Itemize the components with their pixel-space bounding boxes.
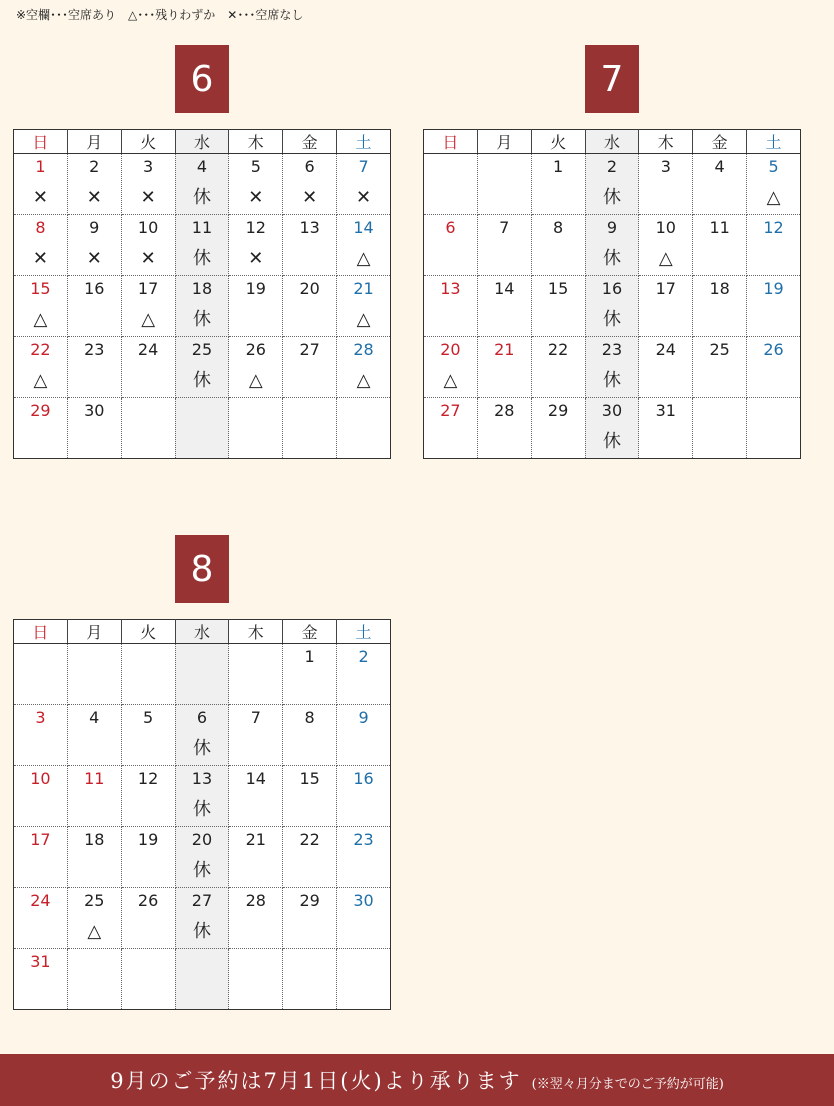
day-number: 9 xyxy=(89,218,100,237)
day-number: 8 xyxy=(553,218,564,237)
availability-legend: ※空欄･･･空席あり △･･･残りわずか ✕･･･空席なし xyxy=(16,8,304,22)
day-number: 11 xyxy=(191,218,213,237)
calendar-day-cell xyxy=(693,276,747,337)
availability-mark: ✕ xyxy=(140,248,156,269)
calendar-day-cell xyxy=(639,215,693,276)
calendar-week-row xyxy=(14,398,391,459)
day-number: 7 xyxy=(499,218,510,237)
calendar-day-cell xyxy=(175,398,229,459)
calendar-august xyxy=(13,535,391,1010)
calendar-day-cell xyxy=(337,154,391,215)
day-number: 20 xyxy=(191,830,213,849)
calendar-day-cell xyxy=(14,337,68,398)
calendar-july xyxy=(423,45,801,459)
calendar-day-cell xyxy=(585,398,639,459)
calendar-day-cell xyxy=(229,154,283,215)
calendar-day-cell xyxy=(283,337,337,398)
month-label-badge: 7 xyxy=(585,45,639,113)
day-number: 20 xyxy=(299,279,320,298)
calendar-day-cell xyxy=(67,888,121,949)
availability-mark: 休 xyxy=(192,921,211,942)
day-number: 5 xyxy=(768,157,779,176)
availability-mark: 休 xyxy=(602,370,621,391)
day-number: 7 xyxy=(358,157,369,176)
availability-mark: 休 xyxy=(192,187,211,208)
calendar-day-cell xyxy=(67,644,121,705)
day-number: 6 xyxy=(304,157,315,176)
calendar-day-cell xyxy=(283,827,337,888)
calendar-day-cell xyxy=(337,276,391,337)
calendar-day-cell xyxy=(14,215,68,276)
calendar-day-cell xyxy=(67,276,121,337)
calendar-day-cell xyxy=(424,398,478,459)
day-number: 10 xyxy=(655,218,676,237)
calendar-day-cell xyxy=(585,337,639,398)
day-number: 30 xyxy=(601,401,623,420)
day-number: 16 xyxy=(353,769,374,788)
day-number: 18 xyxy=(84,830,105,849)
day-number: 4 xyxy=(196,157,208,176)
day-number: 2 xyxy=(606,157,618,176)
availability-mark: △ xyxy=(356,248,371,269)
calendar-day-cell xyxy=(67,398,121,459)
availability-mark: ✕ xyxy=(248,248,264,269)
availability-mark: 休 xyxy=(192,309,211,330)
calendar-day-cell xyxy=(747,154,801,215)
day-number: 3 xyxy=(35,708,46,727)
calendar-day-cell xyxy=(121,398,175,459)
weekday-header: 火 xyxy=(121,620,175,644)
calendar-week-row xyxy=(14,766,391,827)
day-number: 6 xyxy=(196,708,208,727)
calendar-day-cell xyxy=(121,215,175,276)
day-number: 23 xyxy=(601,340,623,359)
weekday-header: 木 xyxy=(229,130,283,154)
calendar-day-cell xyxy=(14,766,68,827)
day-number: 19 xyxy=(763,279,784,298)
calendar-day-cell xyxy=(693,337,747,398)
day-number: 10 xyxy=(30,769,51,788)
day-number: 12 xyxy=(245,218,266,237)
weekday-header: 日 xyxy=(14,620,68,644)
day-number: 19 xyxy=(137,830,159,849)
availability-mark: 休 xyxy=(602,187,621,208)
availability-mark: 休 xyxy=(192,738,211,759)
day-number: 26 xyxy=(763,340,784,359)
calendar-day-cell xyxy=(747,337,801,398)
calendar-day-cell xyxy=(67,949,121,1010)
calendar-week-row xyxy=(14,949,391,1010)
calendar-day-cell xyxy=(14,705,68,766)
calendar-day-cell xyxy=(175,276,229,337)
calendar-day-cell xyxy=(121,337,175,398)
calendar-day-cell xyxy=(14,827,68,888)
calendar-day-cell xyxy=(477,276,531,337)
calendar-week-row xyxy=(424,215,801,276)
day-number: 24 xyxy=(655,340,676,359)
day-number: 1 xyxy=(553,157,564,176)
calendar-day-cell xyxy=(229,766,283,827)
day-number: 15 xyxy=(299,769,320,788)
calendar-day-cell xyxy=(175,337,229,398)
calendar-day-cell xyxy=(747,215,801,276)
month-label-badge: 8 xyxy=(175,535,229,603)
calendar-day-cell xyxy=(121,949,175,1010)
calendar-day-cell xyxy=(229,398,283,459)
calendar-week-row xyxy=(424,398,801,459)
calendar-day-cell xyxy=(229,705,283,766)
day-number: 21 xyxy=(494,340,515,359)
calendar-day-cell xyxy=(424,337,478,398)
calendar-day-cell xyxy=(337,398,391,459)
day-number: 11 xyxy=(84,769,105,788)
calendar-day-cell xyxy=(531,337,585,398)
availability-mark: △ xyxy=(356,309,371,330)
calendar-day-cell xyxy=(283,705,337,766)
calendar-day-cell xyxy=(283,644,337,705)
day-number: 1 xyxy=(35,157,46,176)
calendar-day-cell xyxy=(283,398,337,459)
calendar-day-cell xyxy=(693,154,747,215)
availability-mark: ✕ xyxy=(32,187,48,208)
day-number: 13 xyxy=(440,279,461,298)
calendar-week-row xyxy=(424,276,801,337)
availability-mark: 休 xyxy=(192,799,211,820)
calendar-day-cell xyxy=(121,766,175,827)
day-number: 15 xyxy=(30,279,51,298)
calendar-day-cell xyxy=(67,827,121,888)
calendar-day-cell xyxy=(477,154,531,215)
calendar-day-cell xyxy=(229,827,283,888)
calendar-day-cell xyxy=(121,827,175,888)
calendar-day-cell xyxy=(67,705,121,766)
availability-mark: △ xyxy=(87,921,102,942)
weekday-header: 金 xyxy=(283,130,337,154)
availability-mark: ✕ xyxy=(32,248,48,269)
weekday-header: 木 xyxy=(229,620,283,644)
calendar-grid xyxy=(13,619,391,1010)
weekday-header: 水 xyxy=(585,130,639,154)
day-number: 3 xyxy=(660,157,671,176)
day-number: 27 xyxy=(299,340,320,359)
day-number: 16 xyxy=(601,279,623,298)
day-number: 2 xyxy=(89,157,100,176)
calendar-day-cell xyxy=(639,154,693,215)
day-number: 16 xyxy=(84,279,105,298)
calendar-day-cell xyxy=(337,705,391,766)
calendar-day-cell xyxy=(424,154,478,215)
day-number: 25 xyxy=(709,340,730,359)
calendar-day-cell xyxy=(175,154,229,215)
day-number: 27 xyxy=(440,401,461,420)
calendar-day-cell xyxy=(531,154,585,215)
availability-mark: ✕ xyxy=(302,187,318,208)
availability-mark: △ xyxy=(248,370,263,391)
month-label-badge: 6 xyxy=(175,45,229,113)
day-number: 26 xyxy=(137,891,159,910)
calendar-day-cell xyxy=(585,215,639,276)
day-number: 18 xyxy=(709,279,730,298)
weekday-header: 土 xyxy=(337,620,391,644)
calendar-day-cell xyxy=(14,154,68,215)
calendar-week-row xyxy=(14,215,391,276)
day-number: 9 xyxy=(606,218,618,237)
weekday-header: 水 xyxy=(175,620,229,644)
calendar-day-cell xyxy=(229,215,283,276)
day-number: 12 xyxy=(763,218,784,237)
day-number: 21 xyxy=(353,279,374,298)
weekday-header: 木 xyxy=(639,130,693,154)
calendar-week-row xyxy=(424,154,801,215)
calendar-day-cell xyxy=(121,888,175,949)
availability-mark: △ xyxy=(33,309,48,330)
day-number: 29 xyxy=(547,401,569,420)
calendar-day-cell xyxy=(639,398,693,459)
day-number: 28 xyxy=(353,340,374,359)
calendar-week-row xyxy=(14,888,391,949)
calendar-day-cell xyxy=(229,337,283,398)
calendar-day-cell xyxy=(424,276,478,337)
day-number: 25 xyxy=(84,891,105,910)
calendar-day-cell xyxy=(14,949,68,1010)
day-number: 18 xyxy=(191,279,213,298)
calendar-day-cell xyxy=(337,337,391,398)
availability-mark: 休 xyxy=(602,309,621,330)
day-number: 3 xyxy=(143,157,154,176)
availability-mark: △ xyxy=(33,370,48,391)
weekday-header: 火 xyxy=(531,130,585,154)
day-number: 1 xyxy=(304,647,315,666)
weekday-header: 土 xyxy=(337,130,391,154)
weekday-header: 金 xyxy=(283,620,337,644)
availability-mark: 休 xyxy=(192,370,211,391)
day-number: 24 xyxy=(30,891,51,910)
calendar-day-cell xyxy=(477,398,531,459)
calendar-day-cell xyxy=(175,644,229,705)
calendar-day-cell xyxy=(14,398,68,459)
calendar-day-cell xyxy=(283,766,337,827)
calendar-day-cell xyxy=(229,644,283,705)
day-number: 10 xyxy=(137,218,159,237)
calendar-day-cell xyxy=(175,215,229,276)
day-number: 5 xyxy=(143,708,154,727)
calendar-day-cell xyxy=(121,705,175,766)
calendar-june xyxy=(13,45,391,459)
day-number: 21 xyxy=(245,830,266,849)
calendar-day-cell xyxy=(14,644,68,705)
day-number: 4 xyxy=(89,708,100,727)
calendar-day-cell xyxy=(67,766,121,827)
day-number: 9 xyxy=(358,708,369,727)
day-number: 23 xyxy=(84,340,105,359)
calendar-day-cell xyxy=(531,276,585,337)
calendar-day-cell xyxy=(424,215,478,276)
calendar-week-row xyxy=(424,337,801,398)
calendar-day-cell xyxy=(283,215,337,276)
calendar-week-row xyxy=(14,154,391,215)
calendar-week-row xyxy=(14,705,391,766)
reservation-notice-note: (※翌々月分までのご予約が可能) xyxy=(531,1076,724,1092)
weekday-header: 日 xyxy=(14,130,68,154)
day-number: 8 xyxy=(35,218,46,237)
calendar-day-cell xyxy=(175,888,229,949)
calendar-day-cell xyxy=(747,398,801,459)
calendar-day-cell xyxy=(639,337,693,398)
day-number: 30 xyxy=(84,401,105,420)
day-number: 30 xyxy=(353,891,374,910)
reservation-notice-text: 9月のご予約は7月1日(火)より承ります xyxy=(110,1069,522,1093)
day-number: 23 xyxy=(353,830,374,849)
day-number: 13 xyxy=(191,769,213,788)
weekday-header: 土 xyxy=(747,130,801,154)
availability-mark: △ xyxy=(356,370,371,391)
calendar-day-cell xyxy=(121,644,175,705)
calendar-week-row xyxy=(14,337,391,398)
calendar-day-cell xyxy=(121,154,175,215)
availability-mark: ✕ xyxy=(248,187,264,208)
availability-mark: ✕ xyxy=(140,187,156,208)
day-number: 13 xyxy=(299,218,320,237)
day-number: 7 xyxy=(250,708,261,727)
reservation-notice-banner xyxy=(0,1054,834,1106)
calendar-day-cell xyxy=(175,949,229,1010)
weekday-header: 月 xyxy=(67,620,121,644)
availability-mark: △ xyxy=(141,309,156,330)
calendar-day-cell xyxy=(337,766,391,827)
availability-mark: △ xyxy=(658,248,673,269)
calendar-day-cell xyxy=(337,215,391,276)
calendar-day-cell xyxy=(121,276,175,337)
day-number: 31 xyxy=(30,952,51,971)
weekday-header: 月 xyxy=(477,130,531,154)
calendar-day-cell xyxy=(585,154,639,215)
day-number: 29 xyxy=(299,891,320,910)
day-number: 5 xyxy=(250,157,261,176)
availability-mark: 休 xyxy=(192,248,211,269)
availability-mark: 休 xyxy=(192,860,211,881)
calendar-day-cell xyxy=(229,888,283,949)
calendar-grid xyxy=(13,129,391,459)
calendar-day-cell xyxy=(67,154,121,215)
calendar-day-cell xyxy=(477,215,531,276)
calendar-day-cell xyxy=(693,398,747,459)
day-number: 17 xyxy=(137,279,159,298)
day-number: 22 xyxy=(299,830,320,849)
calendar-day-cell xyxy=(229,949,283,1010)
day-number: 27 xyxy=(191,891,213,910)
day-number: 8 xyxy=(304,708,315,727)
weekday-header: 水 xyxy=(175,130,229,154)
calendar-day-cell xyxy=(585,276,639,337)
calendar-day-cell xyxy=(747,276,801,337)
calendar-day-cell xyxy=(175,705,229,766)
day-number: 31 xyxy=(655,401,676,420)
day-number: 17 xyxy=(30,830,51,849)
weekday-header-row xyxy=(14,130,391,154)
day-number: 22 xyxy=(547,340,569,359)
day-number: 14 xyxy=(353,218,374,237)
calendar-day-cell xyxy=(477,337,531,398)
day-number: 2 xyxy=(358,647,369,666)
day-number: 19 xyxy=(245,279,266,298)
calendar-day-cell xyxy=(283,276,337,337)
weekday-header-row xyxy=(424,130,801,154)
calendar-day-cell xyxy=(283,888,337,949)
day-number: 24 xyxy=(137,340,159,359)
day-number: 4 xyxy=(714,157,725,176)
calendar-day-cell xyxy=(337,644,391,705)
calendar-day-cell xyxy=(283,949,337,1010)
calendar-week-row xyxy=(14,644,391,705)
calendar-week-row xyxy=(14,827,391,888)
day-number: 14 xyxy=(494,279,515,298)
calendar-day-cell xyxy=(531,398,585,459)
day-number: 17 xyxy=(655,279,676,298)
calendar-day-cell xyxy=(175,827,229,888)
day-number: 29 xyxy=(30,401,51,420)
calendar-day-cell xyxy=(14,276,68,337)
availability-mark: △ xyxy=(766,187,781,208)
availability-mark: △ xyxy=(443,370,458,391)
availability-mark: ✕ xyxy=(86,187,102,208)
calendar-day-cell xyxy=(337,888,391,949)
day-number: 11 xyxy=(709,218,730,237)
day-number: 28 xyxy=(245,891,266,910)
day-number: 15 xyxy=(547,279,569,298)
availability-mark: 休 xyxy=(602,431,621,452)
calendar-grid xyxy=(423,129,801,459)
calendar-day-cell xyxy=(337,949,391,1010)
day-number: 20 xyxy=(440,340,461,359)
calendar-day-cell xyxy=(531,215,585,276)
calendar-week-row xyxy=(14,276,391,337)
day-number: 12 xyxy=(137,769,159,788)
day-number: 25 xyxy=(191,340,213,359)
calendar-day-cell xyxy=(67,215,121,276)
calendar-day-cell xyxy=(283,154,337,215)
calendar-day-cell xyxy=(14,888,68,949)
calendar-day-cell xyxy=(337,827,391,888)
day-number: 22 xyxy=(30,340,51,359)
weekday-header: 金 xyxy=(693,130,747,154)
calendar-day-cell xyxy=(229,276,283,337)
calendar-day-cell xyxy=(693,215,747,276)
weekday-header: 火 xyxy=(121,130,175,154)
weekday-header-row xyxy=(14,620,391,644)
availability-mark: ✕ xyxy=(86,248,102,269)
day-number: 6 xyxy=(445,218,456,237)
calendar-day-cell xyxy=(175,766,229,827)
availability-mark: 休 xyxy=(602,248,621,269)
day-number: 14 xyxy=(245,769,266,788)
calendar-day-cell xyxy=(67,337,121,398)
day-number: 26 xyxy=(245,340,266,359)
day-number: 28 xyxy=(494,401,515,420)
weekday-header: 日 xyxy=(424,130,478,154)
calendar-day-cell xyxy=(639,276,693,337)
weekday-header: 月 xyxy=(67,130,121,154)
availability-mark: ✕ xyxy=(355,187,372,208)
